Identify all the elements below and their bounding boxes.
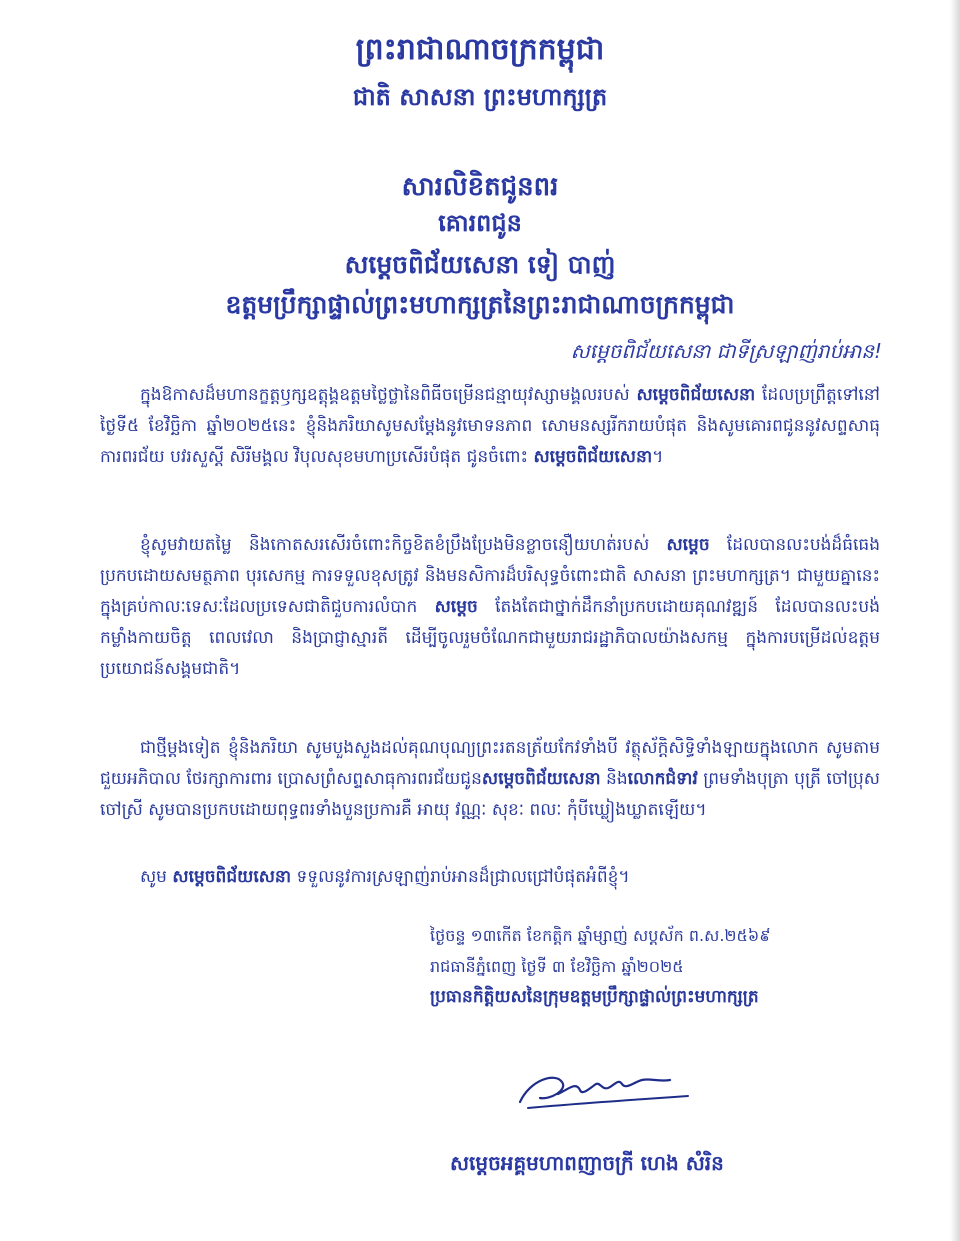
recipient-role: ឧត្តមប្រឹក្សាផ្ទាល់ព្រះមហាក្សត្រនៃព្រះរាជាណាចក្រកម្ពុជា	[225, 290, 735, 319]
recipient-name: សម្តេចពិជ័យសេនា ទៀ បាញ់	[344, 250, 616, 279]
paragraph-2-text: ដែលបានលះបង់ដ៏ធំធេង ប្រកបដោយសមត្ថភាព បុរសេកម្ម ការទទួលខុសត្រូវ និងមនសិការដ៏បរិសុទ្ធចំពោះជាតិ សាសនា ព្រះមហាក្សត្រ។ ជាមួយគ្នានេះ ក្នុងគ្រប់កាលៈទេសៈដែលប្រទេសជាតិជួបការលំបាក	[100, 535, 880, 617]
paragraph-2-emphasis: សម្តេច	[434, 597, 478, 617]
paragraph-3-text: ជាថ្មីម្តងទៀត ខ្ញុំនិងភរិយា សូមបួងសួងដល់គុណបុណ្យព្រះរតនត្រ័យកែវទាំងបី វត្ថុស័ក្តិសិទ្ធិទាំងឡាយក្នុងលោក សូមតាមជួយអភិបាល ថែរក្សាការពារ ប្រោសព្រំសព្ទសាធុការពរជ័យជូន	[100, 738, 880, 789]
place-and-date: រាជធានីភ្នំពេញ ថ្ងៃទី ៣ ខែវិច្ឆិកា ឆ្នាំ២០២៥	[430, 957, 684, 976]
paragraph-2	[100, 530, 880, 685]
paragraph-4	[100, 862, 880, 893]
kingdom-title: ព្រះរាជាណាចក្រកម្ពុជា	[355, 32, 605, 67]
signer-title: ប្រធានកិត្តិយសនៃក្រុមឧត្តមប្រឹក្សាផ្ទាល់ព្រះមហាក្សត្រ	[430, 987, 759, 1007]
paragraph-4-text: សូម	[140, 867, 173, 887]
paragraph-2-text: ខ្ញុំសូមវាយតម្លៃ និងកោតសរសើរចំពោះកិច្ចខិតខំប្រឹងប្រែងមិនខ្លាចនឿយហត់របស់	[140, 535, 667, 555]
letter-type-heading: សារលិខិតជូនពរ	[401, 172, 559, 202]
paragraph-1	[100, 380, 880, 473]
paragraph-1-text: ។	[652, 447, 664, 467]
national-motto: ជាតិ សាសនា ព្រះមហាក្សត្រ	[352, 83, 608, 111]
paragraph-3-emphasis: លោកជំទាវ	[627, 769, 698, 789]
paragraph-4-emphasis: សម្តេចពិជ័យសេនា	[172, 867, 292, 887]
salutation: សម្តេចពិជ័យសេនា ជាទីស្រឡាញ់រាប់អាន!	[570, 339, 882, 363]
paragraph-3-emphasis: សម្តេចពិជ័យសេនា	[481, 769, 601, 789]
paragraph-3-text: ព្រមទាំងបុត្រា បុត្រី ចៅប្រុស ចៅស្រី សូមបានប្រកបដោយពុទ្ធពរទាំងបួនប្រការគឺ អាយុ វណ្ណៈ សុខៈ ពលៈ កុំបីឃ្លៀងឃ្លាតឡើយ។	[100, 769, 880, 820]
handwritten-signature	[510, 1060, 700, 1120]
addressed-to-label: គោរពជូន	[438, 209, 522, 237]
paragraph-3	[100, 733, 880, 826]
lunar-date: ថ្ងៃចន្ទ ១៣កើត ខែកត្តិក ឆ្នាំម្សាញ់ សប្តស័ក ព.ស.២៥៦៩	[430, 926, 771, 945]
paragraph-2-emphasis: សម្តេច	[666, 535, 710, 555]
signer-name: សម្តេចអគ្គមហាពញាចក្រី ហេង សំរិន	[450, 1151, 724, 1175]
paragraph-1-text: ក្នុងឱកាសដ៏មហានក្ខត្តឫក្សឧត្តុង្គឧត្តមថ្លៃថ្លានៃពិធីចម្រើនជន្មាយុវស្សាមង្គលរបស់	[140, 385, 637, 405]
paragraph-1-emphasis: សម្តេចពិជ័យសេនា	[636, 385, 756, 405]
paragraph-1-emphasis: សម្តេចពិជ័យសេនា	[533, 447, 653, 467]
paragraph-1-text: ដែលប្រព្រឹត្តទៅនៅថ្ងៃទី៥ ខែវិច្ឆិកា ឆ្នាំ២០២៥នេះ ខ្ញុំនិងភរិយាសូមសម្តែងនូវមោទនភាព សោមនស្សរីករាយបំផុត និងសូមគោរពជូននូវសព្ទសាធុការពរជ័យ បវរសួស្តី សិរីមង្គល វិបុលសុខមហាប្រសើរបំផុត ជូនចំពោះ	[100, 385, 880, 467]
paragraph-3-text: និង	[600, 769, 628, 789]
paragraph-2-text: តែងតែជាថ្នាក់ដឹកនាំប្រកបដោយគុណវឌ្ឍន៍ ដែលបានលះបង់កម្លាំងកាយចិត្ត ពេលវេលា និងប្រាជ្ញាស្មារតី ដើម្បីចូលរួមចំណែកជាមួយរាជរដ្ឋាភិបាលយ៉ាងសកម្ម ក្នុងការបម្រើដល់ឧត្តមប្រយោជន៍សង្គមជាតិ។	[100, 597, 880, 679]
date-block	[430, 920, 890, 1013]
paragraph-4-text: ទទួលនូវការស្រឡាញ់រាប់អានដ៏ជ្រាលជ្រៅបំផុតអំពីខ្ញុំ។	[291, 867, 630, 887]
